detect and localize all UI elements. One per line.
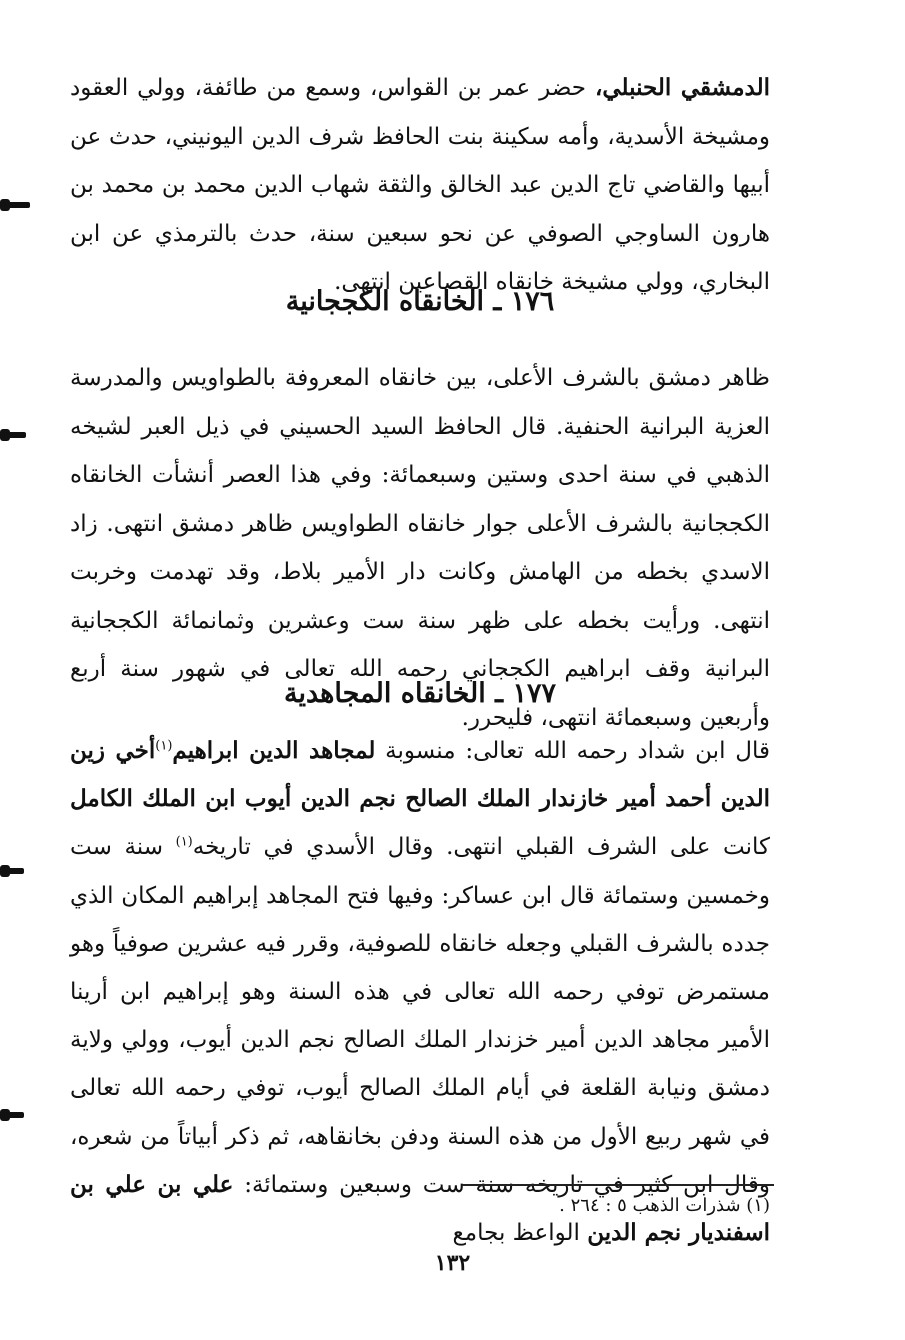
paragraph-tail: الواعظ بجامع bbox=[452, 1220, 588, 1247]
margin-ink-mark bbox=[0, 868, 24, 874]
margin-ink-mark bbox=[0, 432, 26, 438]
footnote-reference-mark: (١) bbox=[175, 834, 193, 850]
paragraph-body: سنة ست وخمسين وستمائة قال ابن عساكر: وفيها فتح المجاهد إبراهيم المكان الذي جدده بالشرف القبلي وجعله خانقاه للصوفية، وقرر فيه عشرين صوفياً وهو مستمرض توفي رحمه الله تعالى في هذه السنة وهو إبراهيم ابن أرينا الأمير مجاهد الدين أمير خزندار الملك الصالح نجم الدين أيوب، وولي ولاية دمشق ونيابة القلعة في أيام الملك الصالح أيوب، توفي رحمه الله تعالى في شهر ربيع الأول من هذه السنة ودفن بخانقاهه، ثم ذكر أبياتاً من شعره، وقال ابن كثير في تاريخه سنة ست وسبعين وستمائة: bbox=[70, 834, 770, 1198]
margin-ink-mark bbox=[0, 1112, 24, 1118]
section-heading-177: ١٧٧ ـ الخانقاه المجاهدية bbox=[284, 678, 556, 709]
margin-ink-mark bbox=[0, 202, 30, 208]
bold-name-zain-al-din: أخي زين الدين أحمد أمير خازندار الملك الصالح نجم الدين أيوب ابن الملك الكامل bbox=[70, 737, 770, 813]
paragraph-khanqah-mujahidiya bbox=[70, 727, 770, 1257]
bold-name-mujahid: لمجاهد الدين ابراهيم bbox=[172, 737, 376, 764]
paragraph-biography-continuation bbox=[70, 64, 770, 307]
footnote-divider bbox=[462, 1184, 774, 1186]
paragraph-middle: كانت على الشرف القبلي انتهى. وقال الأسدي في تاريخه bbox=[192, 834, 770, 861]
footnote-reference-mark: (١) bbox=[155, 738, 173, 754]
paragraph-text: حضر عمر بن القواس، وسمع من طائفة، وولي العقود ومشيخة الأسدية، وأمه سكينة بنت الحافظ شرف الدين اليونيني، حدث عن أبيها والقاضي تاج الدين عبد الخالق والثقة شهاب الدين محمد بن محمد بن هارون الساوجي الصوفي عن نحو سبعين سنة، حدث بالترمذي عن ابن البخاري، وولي مشيخة خانقاه القصاعين انتهى. bbox=[70, 75, 770, 295]
paragraph-khanqah-kujjaniya: ظاهر دمشق بالشرف الأعلى، بين خانقاه المعروفة بالطواويس والمدرسة العزية البرانية الحنفية. قال الحافظ السيد الحسيني في ذيل العبر لشيخه الذهبي في سنة احدى وستين وسبعمائة: وفي هذا العصر أنشأت الخانقاه الكججانية بالشرف الأعلى جوار خانقاه الطواويس ظاهر دمشق انتهى. زاد الاسدي بخطه من الهامش وكانت دار الأمير بلاط، وقد تهدمت وخربت انتهى. ورأيت بخطه على ظهر سنة ست وعشرين وثمانمائة الكججانية البرانية وقف ابراهيم الكججاني رحمه الله تعالى في شهور سنة أربع وأربعين وسبعمائة انتهى، فليحرر. bbox=[70, 365, 770, 731]
section-heading-176: ١٧٦ ـ الخانقاه الكججانية bbox=[285, 286, 555, 317]
paragraph-intro: قال ابن شداد رحمه الله تعالى: منسوبة bbox=[375, 738, 770, 764]
paragraph-lead-name: الدمشقي الحنبلي، bbox=[594, 74, 770, 101]
footnote: (١) شذرات الذهب ٥ : ٢٦٤ . bbox=[559, 1195, 770, 1216]
page-number: ١٣٢ bbox=[434, 1250, 471, 1276]
bold-name-ali-ibn-ali: علي بن علي بن اسفنديار نجم الدين bbox=[70, 1170, 770, 1247]
